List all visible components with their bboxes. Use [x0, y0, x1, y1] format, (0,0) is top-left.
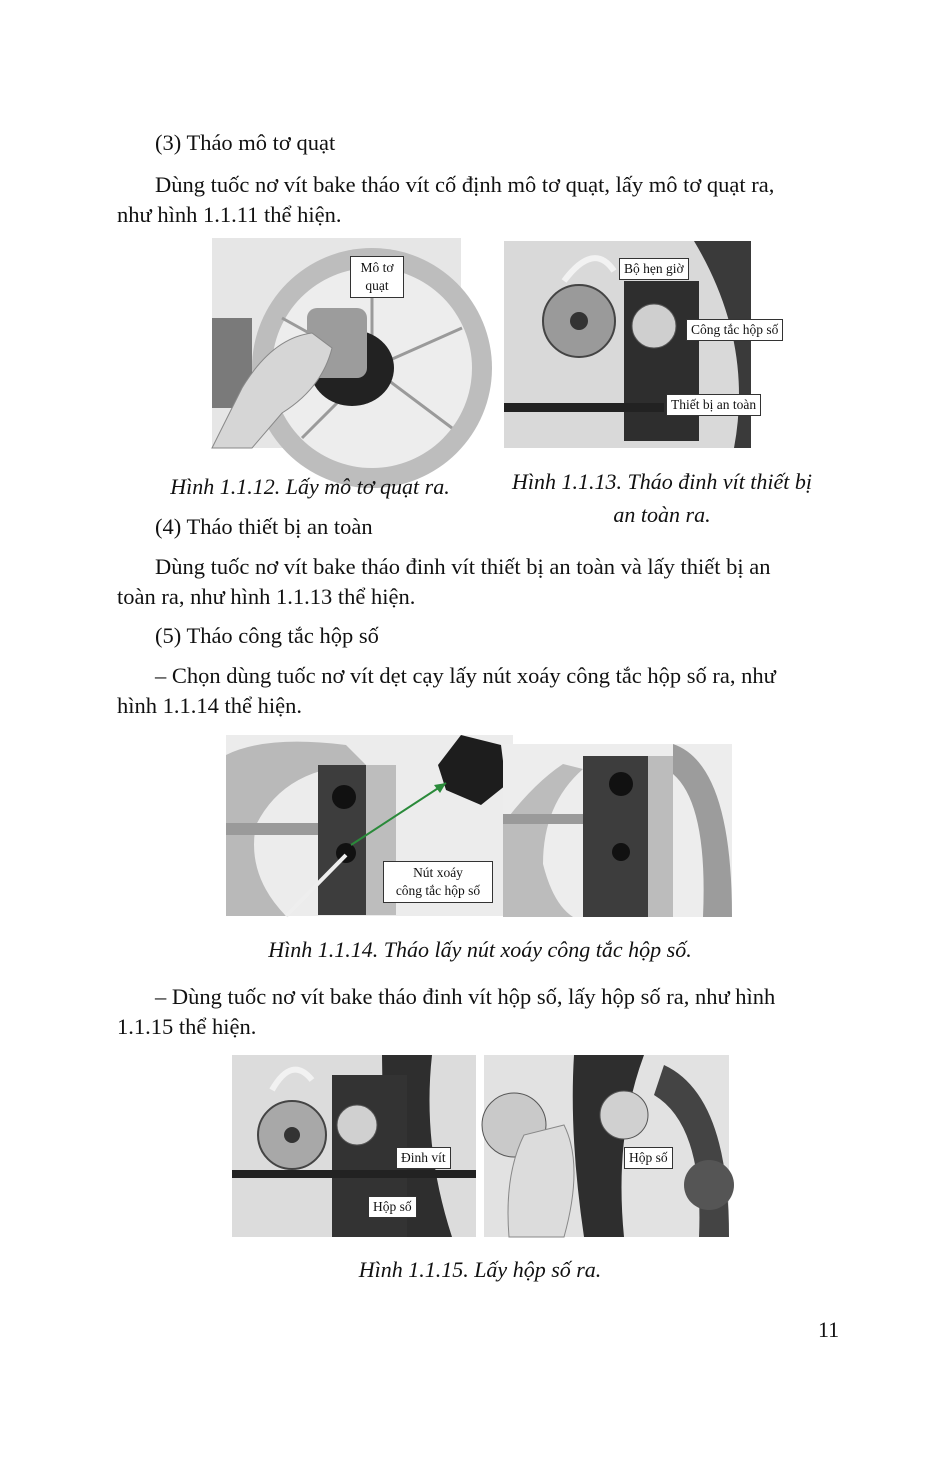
section-5-text-line1: – Chọn dùng tuốc nơ vít dẹt cạy lấy nút xoáy công tắc hộp số ra, như: [155, 663, 776, 688]
section-3-heading: (3) Tháo mô tơ quạt: [155, 130, 336, 155]
label-timer: Bộ hẹn giờ: [619, 258, 689, 280]
label-screw: Đinh vít: [396, 1147, 451, 1169]
label-gear-switch: Công tắc hộp số: [686, 319, 783, 341]
label-gear-knob: Nút xoáy công tắc hộp số: [383, 861, 493, 903]
section-5-text-line2: hình 1.1.14 thể hiện.: [117, 693, 302, 718]
figure-1-1-12-photo: [212, 238, 461, 448]
figure-1-1-13-photo: [504, 241, 779, 448]
page-number: 11: [818, 1317, 840, 1342]
section-4-heading: (4) Tháo thiết bị an toàn: [155, 514, 373, 539]
section-4-text-line2: toàn ra, như hình 1.1.13 thể hiện.: [117, 584, 416, 609]
figure-1-1-14-photo-right: [503, 744, 732, 917]
figure-1-1-15-photo-left: [232, 1055, 476, 1237]
caption-figure-1-1-15: Hình 1.1.15. Lấy hộp số ra.: [358, 1257, 602, 1282]
section-3-text-line1: Dùng tuốc nơ vít bake tháo vít cố định mô tơ quạt, lấy mô tơ quạt ra,: [155, 172, 775, 197]
label-gearbox-right: Hộp số: [624, 1147, 673, 1169]
figure-1-1-15-photo-right: [484, 1055, 729, 1237]
caption-figure-1-1-12: Hình 1.1.12. Lấy mô tơ quạt ra.: [170, 474, 450, 499]
section-5b-text-line2: 1.1.15 thể hiện.: [117, 1014, 257, 1039]
caption-figure-1-1-13-line2: an toàn ra.: [613, 502, 711, 527]
section-4-text-line1: Dùng tuốc nơ vít bake tháo đinh vít thiết bị an toàn và lấy thiết bị an: [155, 554, 771, 579]
label-safety-device: Thiết bị an toàn: [666, 394, 761, 416]
label-gearbox-left: Hộp số: [368, 1196, 417, 1218]
section-5-heading: (5) Tháo công tắc hộp số: [155, 623, 379, 648]
caption-figure-1-1-14: Hình 1.1.14. Tháo lấy nút xoáy công tắc hộp số.: [268, 937, 692, 962]
section-5b-text-line1: – Dùng tuốc nơ vít bake tháo đinh vít hộp số, lấy hộp số ra, như hình: [155, 984, 776, 1009]
section-3-text-line2: như hình 1.1.11 thể hiện.: [117, 202, 342, 227]
figure-1-1-14-photo-left: [226, 735, 513, 916]
label-fan-motor: Mô tơ quạt: [350, 256, 404, 298]
caption-figure-1-1-13-line1: Hình 1.1.13. Tháo đinh vít thiết bị: [511, 469, 813, 494]
